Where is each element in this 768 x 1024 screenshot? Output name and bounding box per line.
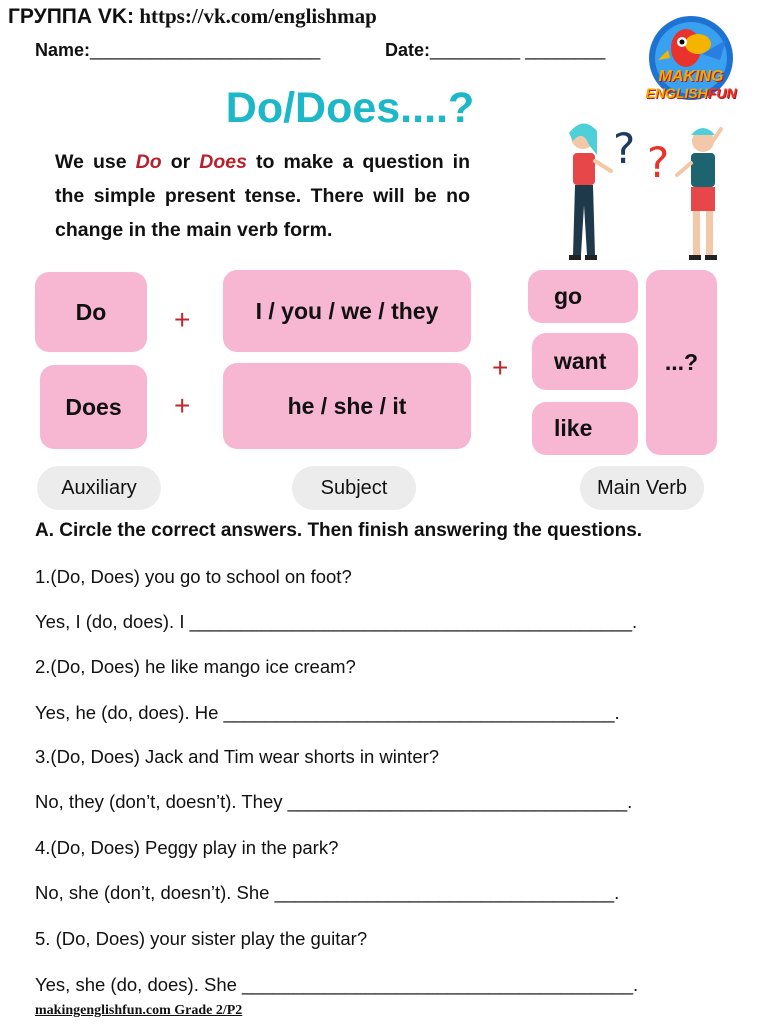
- aux-does: Does: [65, 393, 122, 420]
- svg-text:?: ?: [647, 138, 670, 187]
- category-auxiliary: Auxiliary: [37, 466, 161, 510]
- group-label: ГРУППА VK:: [8, 5, 135, 28]
- question-3[interactable]: 3.(Do, Does) Jack and Tim wear shorts in winter?: [35, 746, 440, 767]
- intro-text-2: or: [161, 151, 200, 173]
- question-4[interactable]: 4.(Do, Does) Peggy play in the park?: [35, 837, 339, 858]
- question-ending: ...?: [664, 349, 699, 375]
- date-field: [385, 40, 605, 61]
- confused-kids-illustration: [555, 115, 735, 270]
- answer-3[interactable]: No, they (don’t, doesn’t). They _________________________________.: [35, 791, 633, 812]
- page-header: [8, 4, 377, 29]
- intro-do: Do: [135, 151, 162, 173]
- date-blank: _________ ________: [430, 40, 606, 60]
- subject-singular: he / she / it: [287, 392, 407, 419]
- question-1[interactable]: 1.(Do, Does) you go to school on foot?: [35, 566, 352, 587]
- subject-box-plural: [223, 270, 471, 352]
- verb-box-like: [532, 402, 638, 455]
- question-5[interactable]: 5. (Do, Does) your sister play the guitar?: [35, 928, 368, 949]
- group-url[interactable]: https://vk.com/englishmap: [139, 4, 377, 28]
- kids-question-icon: [555, 115, 735, 270]
- date-label: Date:: [385, 40, 431, 60]
- svg-text:?: ?: [613, 124, 636, 173]
- question-2[interactable]: 2.(Do, Does) he like mango ice cream?: [35, 656, 356, 677]
- plus-sign: +: [492, 352, 509, 383]
- aux-do: Do: [75, 298, 107, 325]
- aux-box-do: [35, 272, 147, 352]
- answer-5[interactable]: Yes, she (do, does). She ______________________________________.: [35, 974, 639, 995]
- verb-go: go: [554, 283, 583, 309]
- answer-4[interactable]: No, she (don’t, doesn’t). She _________________________________.: [35, 882, 620, 903]
- verb-want: want: [554, 348, 607, 374]
- ending-box: [646, 270, 717, 455]
- subject-box-singular: [223, 363, 471, 449]
- name-label: Name:: [35, 40, 91, 60]
- name-field: [35, 40, 320, 61]
- intro-does: Does: [199, 151, 247, 173]
- intro-text-1: We use: [55, 151, 136, 173]
- intro-paragraph: [55, 145, 470, 247]
- logo-line2a: ENGLISH: [645, 85, 708, 101]
- category-subject: Subject: [292, 466, 416, 510]
- verb-box-want: [532, 333, 638, 390]
- name-blank: _______________________: [90, 40, 321, 60]
- plus-sign: +: [174, 304, 191, 335]
- aux-box-does: [40, 365, 147, 449]
- exercise-instruction: A. Circle the correct answers. Then finish answering the questions.: [35, 520, 643, 541]
- answer-2[interactable]: Yes, he (do, does). He ______________________________________.: [35, 702, 620, 723]
- logo-line1: MAKING: [658, 68, 724, 85]
- footer-link[interactable]: makingenglishfun.com Grade 2/P2: [35, 1003, 243, 1018]
- logo-line2b: FUN: [707, 85, 737, 101]
- verb-like: like: [554, 415, 593, 441]
- answer-1[interactable]: Yes, I (do, does). I ___________________________________________.: [35, 611, 638, 632]
- intro-text-3: to make a question in the simple present tense. There will be no change in the main verb form.: [55, 151, 470, 241]
- category-main-verb: Main Verb: [580, 466, 704, 510]
- page-title: Do/Does....?: [225, 84, 475, 132]
- subject-plural: I / you / we / they: [255, 297, 439, 324]
- plus-sign: +: [174, 390, 191, 421]
- verb-box-go: [528, 270, 638, 323]
